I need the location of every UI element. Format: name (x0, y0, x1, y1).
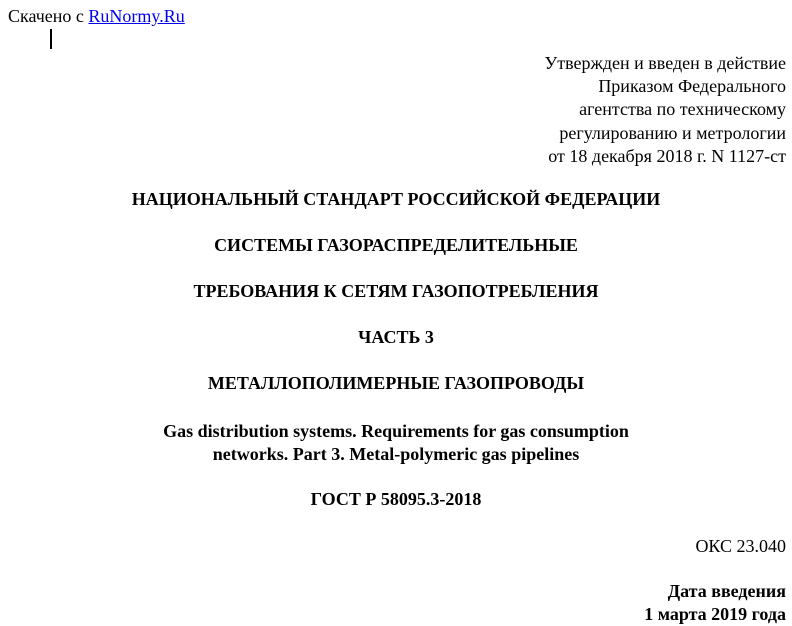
approval-line: агентства по техническому (579, 99, 786, 120)
introduction-date: 1 марта 2019 года (644, 604, 786, 624)
download-line (8, 5, 185, 27)
approval-line: от 18 декабря 2018 г. N 1127-ст (548, 145, 786, 166)
requirements-heading: ТРЕБОВАНИЯ К СЕТЯМ ГАЗОПОТРЕБЛЕНИЯ (193, 281, 599, 301)
gost-number: ГОСТ Р 58095.3-2018 (310, 489, 482, 509)
approval-block (544, 52, 786, 168)
english-title (0, 420, 792, 465)
oks-code: ОКС 23.040 (695, 536, 786, 556)
approval-line: регулированию и метрологии (559, 122, 786, 143)
introduction-date-block (644, 580, 786, 626)
subject-heading: МЕТАЛЛОПОЛИМЕРНЫЕ ГАЗОПРОВОДЫ (207, 373, 585, 393)
standard-heading: НАЦИОНАЛЬНЫЙ СТАНДАРТ РОССИЙСКОЙ ФЕДЕРАЦИИ (131, 189, 661, 209)
download-prefix: Скачено с (8, 6, 89, 26)
download-source-link[interactable]: RuNormy.Ru (88, 6, 185, 26)
introduction-label: Дата введения (667, 581, 786, 601)
part-heading: ЧАСТЬ 3 (358, 327, 434, 347)
approval-line: Приказом Федерального (598, 76, 786, 97)
systems-heading: СИСТЕМЫ ГАЗОРАСПРЕДЕЛИТЕЛЬНЫЕ (214, 235, 578, 255)
approval-line: Утвержден и введен в действие (544, 53, 786, 73)
text-cursor (50, 29, 52, 49)
english-title-line: Gas distribution systems. Requirements for gas consumption (163, 421, 629, 441)
english-title-line: networks. Part 3. Metal-polymeric gas pipelines (212, 443, 580, 464)
